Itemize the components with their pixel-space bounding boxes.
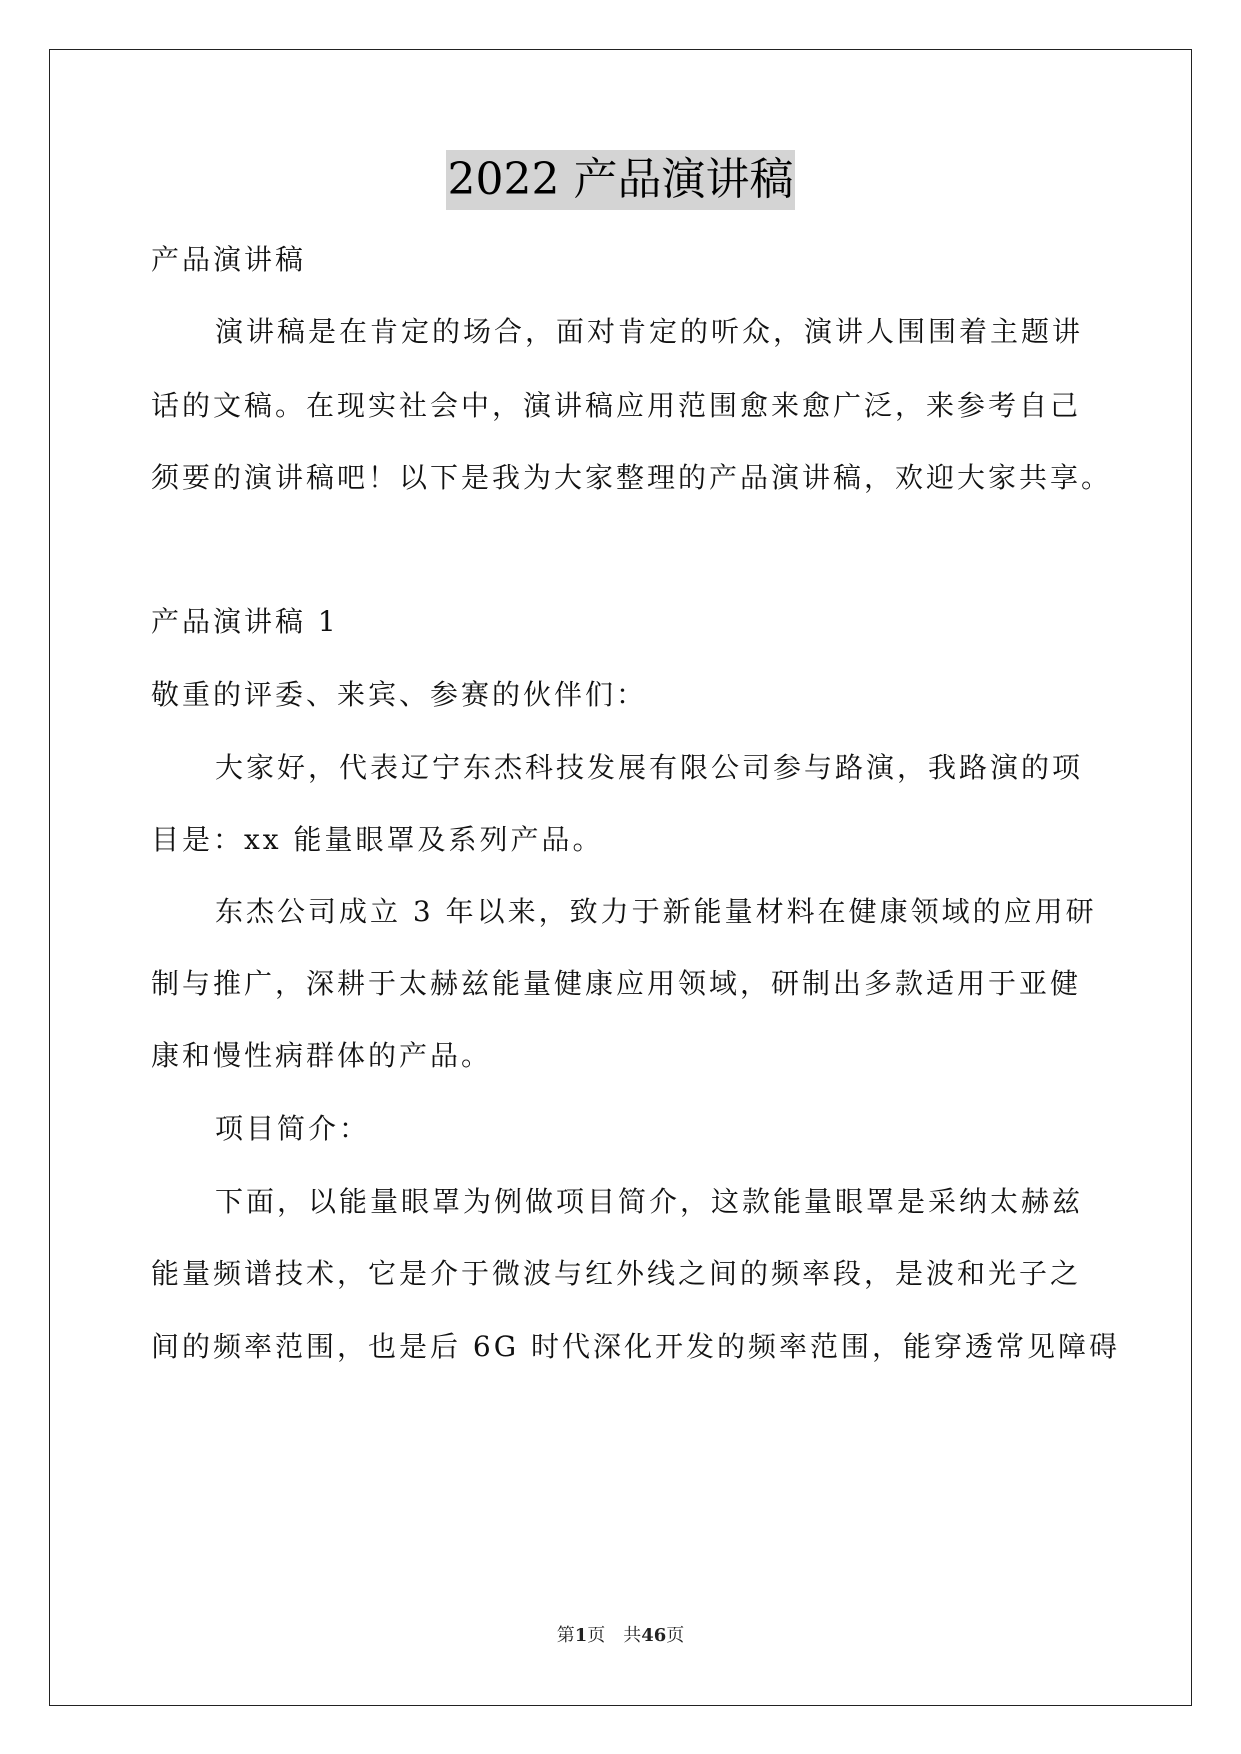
footer-total-pages: 46 xyxy=(641,1625,667,1646)
page-border xyxy=(49,49,1192,1706)
section-heading: 产品演讲稿 xyxy=(151,243,307,276)
paragraph-line: 能量频谱技术，它是介于微波与红外线之间的频率段，是波和光子之 xyxy=(151,1257,1082,1290)
paragraph-line: 东杰公司成立 3 年以来，致力于新能量材料在健康领域的应用研 xyxy=(215,895,1097,928)
paragraph-line: 间的频率范围，也是后 6G 时代深化开发的频率范围，能穿透常见障碍 xyxy=(151,1330,1120,1363)
footer-suffix: 页 xyxy=(666,1625,685,1646)
paragraph-line: 下面，以能量眼罩为例做项目简介，这款能量眼罩是采纳太赫兹 xyxy=(215,1185,1084,1218)
footer-page-number: 1 xyxy=(574,1625,588,1646)
document-title: 2022 产品演讲稿 xyxy=(446,150,796,210)
paragraph-line: 须要的演讲稿吧！以下是我为大家整理的产品演讲稿，欢迎大家共享。 xyxy=(151,461,1113,494)
footer-mid: 页 共 xyxy=(587,1625,642,1646)
paragraph-line: 项目简介： xyxy=(215,1112,371,1145)
paragraph-line: 大家好，代表辽宁东杰科技发展有限公司参与路演，我路演的项 xyxy=(215,751,1084,784)
footer-prefix: 第 xyxy=(556,1625,575,1646)
paragraph-line: 演讲稿是在肯定的场合，面对肯定的听众，演讲人围围着主题讲 xyxy=(215,315,1084,348)
page-footer xyxy=(0,1624,1241,1648)
title-container xyxy=(0,150,1241,210)
salutation-line: 敬重的评委、来宾、参赛的伙伴们： xyxy=(151,678,648,711)
paragraph-line: 目是：xx 能量眼罩及系列产品。 xyxy=(151,823,604,856)
subsection-heading: 产品演讲稿 1 xyxy=(151,605,339,638)
paragraph-line: 制与推广，深耕于太赫兹能量健康应用领域，研制出多款适用于亚健 xyxy=(151,967,1082,1000)
paragraph-line: 康和慢性病群体的产品。 xyxy=(151,1039,493,1072)
paragraph-line: 话的文稿。在现实社会中，演讲稿应用范围愈来愈广泛，来参考自己 xyxy=(151,389,1082,422)
